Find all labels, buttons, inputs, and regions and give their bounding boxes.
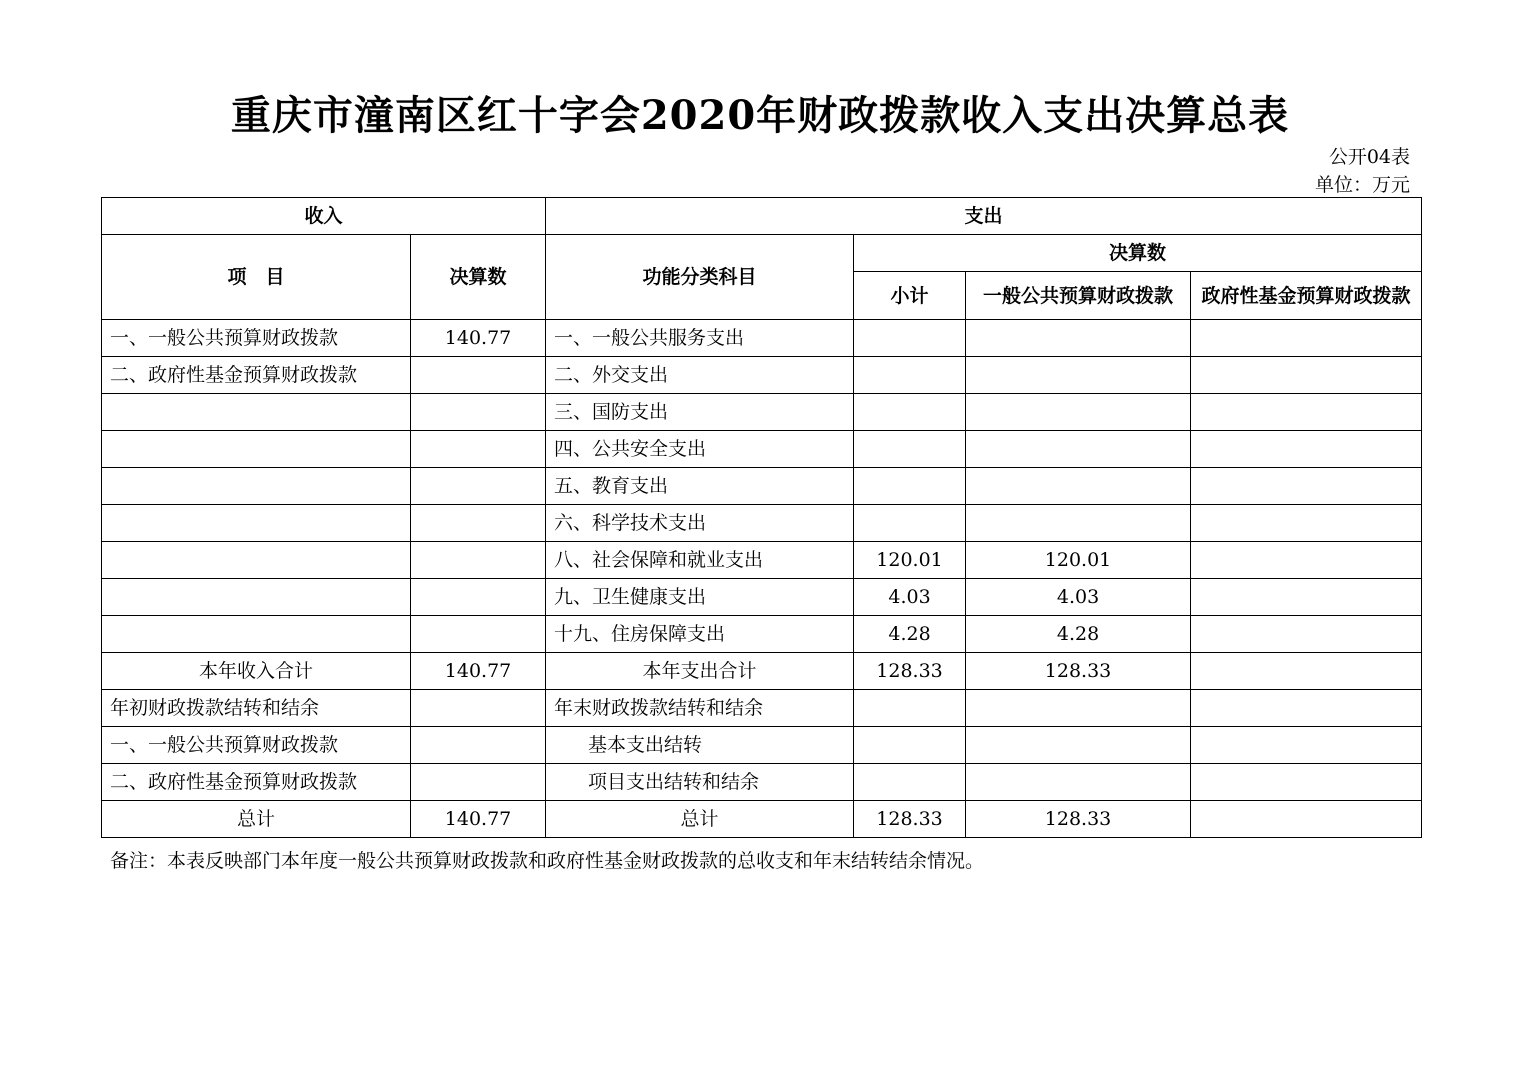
- table-row: [102, 468, 1422, 505]
- subtotal-cell: 4.03: [854, 579, 966, 616]
- gov-fund-cell: [1191, 579, 1422, 616]
- function-category-header: 功能分类科目: [546, 235, 854, 320]
- expense-item-cell: 项目支出结转和结余: [546, 764, 854, 801]
- general-budget-cell: [966, 468, 1191, 505]
- footnote: 备注：本表反映部门本年度一般公共预算财政拨款和政府性基金财政拨款的总收支和年末结转结余情况。: [110, 850, 985, 872]
- general-budget-cell: [966, 727, 1191, 764]
- table-row: [102, 727, 1422, 764]
- subtotal-cell: [854, 727, 966, 764]
- expense-item-cell: 九、卫生健康支出: [546, 579, 854, 616]
- income-amount-cell: [411, 394, 546, 431]
- table-body: [102, 320, 1422, 838]
- general-budget-cell: 128.33: [966, 801, 1191, 838]
- income-item-cell: [102, 431, 411, 468]
- expense-item-cell: 三、国防支出: [546, 394, 854, 431]
- income-amount-cell: [411, 616, 546, 653]
- subtotal-cell: [854, 357, 966, 394]
- gov-fund-cell: [1191, 505, 1422, 542]
- general-budget-cell: [966, 320, 1191, 357]
- income-item-cell: 一、一般公共预算财政拨款: [102, 727, 411, 764]
- page-title: 重庆市潼南区红十字会2020年财政拨款收入支出决算总表: [230, 92, 1290, 139]
- general-budget-cell: 128.33: [966, 653, 1191, 690]
- gov-fund-cell: [1191, 653, 1422, 690]
- income-amount-cell: 140.77: [411, 320, 546, 357]
- income-item-cell: 二、政府性基金预算财政拨款: [102, 357, 411, 394]
- general-budget-cell: [966, 357, 1191, 394]
- general-budget-cell: [966, 431, 1191, 468]
- expense-item-cell: 十九、住房保障支出: [546, 616, 854, 653]
- subtotal-cell: 128.33: [854, 653, 966, 690]
- gov-fund-cell: [1191, 616, 1422, 653]
- gov-fund-cell: [1191, 727, 1422, 764]
- income-amount-cell: [411, 505, 546, 542]
- gov-fund-cell: [1191, 468, 1422, 505]
- subtotal-cell: 4.28: [854, 616, 966, 653]
- income-item-cell: [102, 542, 411, 579]
- income-item-cell: [102, 616, 411, 653]
- income-amount-cell: [411, 764, 546, 801]
- gov-fund-cell: [1191, 801, 1422, 838]
- budget-table: [101, 197, 1422, 838]
- expense-header: 支出: [546, 198, 1422, 235]
- table-row: [102, 653, 1422, 690]
- table-row: [102, 394, 1422, 431]
- subtotal-header: 小计: [854, 272, 966, 320]
- general-budget-cell: 4.03: [966, 579, 1191, 616]
- table-row: [102, 320, 1422, 357]
- expense-item-cell: 本年支出合计: [546, 653, 854, 690]
- expense-item-cell: 六、科学技术支出: [546, 505, 854, 542]
- subtotal-cell: 120.01: [854, 542, 966, 579]
- subtotal-cell: [854, 320, 966, 357]
- general-budget-cell: [966, 505, 1191, 542]
- income-item-cell: 一、一般公共预算财政拨款: [102, 320, 411, 357]
- subtotal-cell: [854, 431, 966, 468]
- income-amount-cell: [411, 468, 546, 505]
- general-budget-cell: [966, 764, 1191, 801]
- general-budget-cell: [966, 690, 1191, 727]
- gov-fund-cell: [1191, 542, 1422, 579]
- subtotal-cell: [854, 468, 966, 505]
- expense-item-cell: 四、公共安全支出: [546, 431, 854, 468]
- gov-fund-cell: [1191, 357, 1422, 394]
- general-budget-cell: 4.28: [966, 616, 1191, 653]
- gov-fund-cell: [1191, 764, 1422, 801]
- expense-item-cell: 二、外交支出: [546, 357, 854, 394]
- table-row: [102, 764, 1422, 801]
- expense-item-cell: 基本支出结转: [546, 727, 854, 764]
- subtotal-cell: 128.33: [854, 801, 966, 838]
- expense-item-cell: 总计: [546, 801, 854, 838]
- table-row: [102, 542, 1422, 579]
- gov-fund-header: 政府性基金预算财政拨款: [1191, 272, 1422, 320]
- income-item-cell: [102, 579, 411, 616]
- income-amount-cell: [411, 727, 546, 764]
- final-amount-header: 决算数: [411, 235, 546, 320]
- table-row: [102, 357, 1422, 394]
- income-item-cell: [102, 468, 411, 505]
- income-item-cell: 二、政府性基金预算财政拨款: [102, 764, 411, 801]
- general-budget-header: 一般公共预算财政拨款: [966, 272, 1191, 320]
- income-amount-cell: [411, 579, 546, 616]
- table-row: [102, 690, 1422, 727]
- income-amount-cell: 140.77: [411, 801, 546, 838]
- final-amount-group-header: 决算数: [854, 235, 1422, 272]
- expense-item-cell: 一、一般公共服务支出: [546, 320, 854, 357]
- income-item-cell: 本年收入合计: [102, 653, 411, 690]
- gov-fund-cell: [1191, 431, 1422, 468]
- item-header: 项 目: [102, 235, 411, 320]
- general-budget-cell: 120.01: [966, 542, 1191, 579]
- income-amount-cell: [411, 357, 546, 394]
- income-header: 收入: [102, 198, 546, 235]
- subtotal-cell: [854, 394, 966, 431]
- table-row: [102, 616, 1422, 653]
- table-code: 公开04表: [1328, 146, 1410, 168]
- general-budget-cell: [966, 394, 1191, 431]
- income-item-cell: 总计: [102, 801, 411, 838]
- income-amount-cell: 140.77: [411, 653, 546, 690]
- gov-fund-cell: [1191, 320, 1422, 357]
- income-item-cell: [102, 394, 411, 431]
- expense-item-cell: 五、教育支出: [546, 468, 854, 505]
- table-row: [102, 801, 1422, 838]
- subtotal-cell: [854, 690, 966, 727]
- subtotal-cell: [854, 505, 966, 542]
- expense-item-cell: 八、社会保障和就业支出: [546, 542, 854, 579]
- table-row: [102, 431, 1422, 468]
- table-row: [102, 505, 1422, 542]
- gov-fund-cell: [1191, 394, 1422, 431]
- subtotal-cell: [854, 764, 966, 801]
- income-amount-cell: [411, 690, 546, 727]
- income-item-cell: 年初财政拨款结转和结余: [102, 690, 411, 727]
- table-header: [102, 198, 1422, 320]
- unit-label: 单位：万元: [1314, 174, 1410, 196]
- expense-item-cell: 年末财政拨款结转和结余: [546, 690, 854, 727]
- table-row: [102, 579, 1422, 616]
- income-item-cell: [102, 505, 411, 542]
- income-amount-cell: [411, 431, 546, 468]
- income-amount-cell: [411, 542, 546, 579]
- gov-fund-cell: [1191, 690, 1422, 727]
